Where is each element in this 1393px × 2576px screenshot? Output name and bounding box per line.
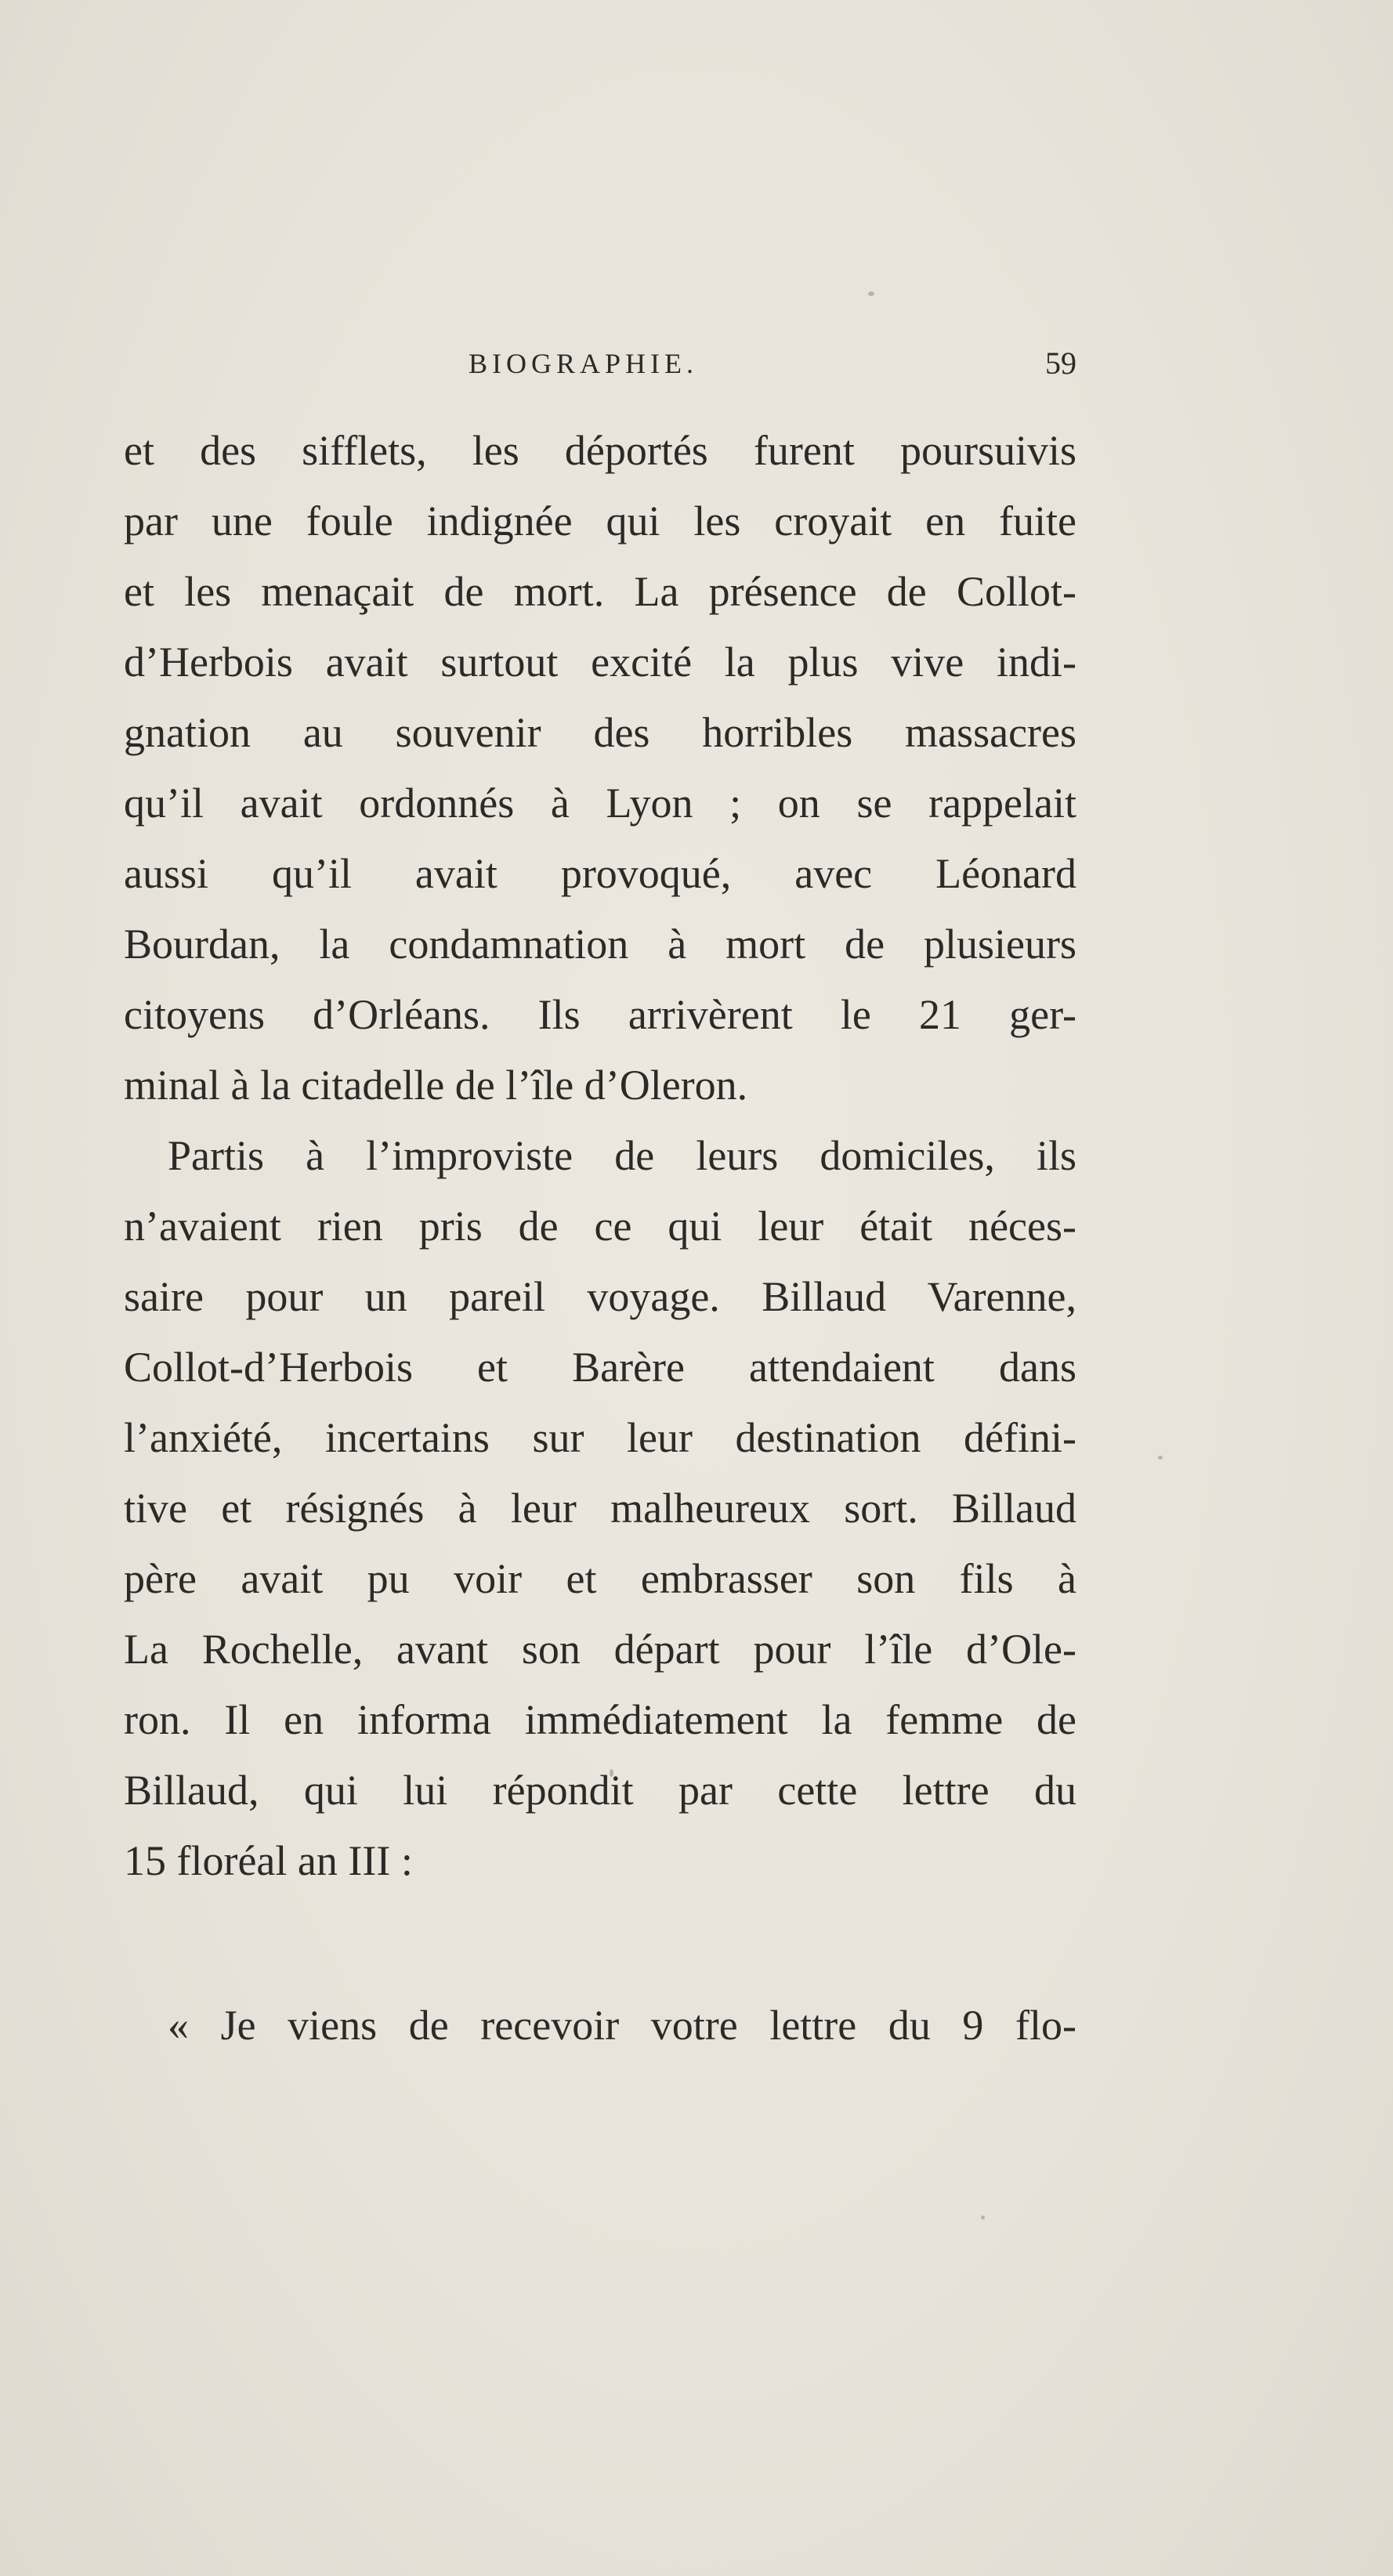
- text-line: 15 floréal an III :: [124, 1837, 413, 1884]
- quoted-letter: [124, 1990, 1076, 2060]
- text-line: l’anxiété, incertains sur leur destination défini-: [124, 1414, 1076, 1461]
- text-line: citoyens d’Orléans. Ils arrivèrent le 21 ger-: [124, 991, 1076, 1038]
- paper-speck: [1158, 1456, 1163, 1460]
- text-line: La Rochelle, avant son départ pour l’île d’Ole-: [124, 1626, 1076, 1673]
- text-line: et des sifflets, les déportés furent poursuivis: [124, 427, 1076, 474]
- text-line: par une foule indignée qui les croyait en fuite: [124, 497, 1076, 545]
- text-line: gnation au souvenir des horribles massacres: [124, 709, 1076, 756]
- text-line: tive et résignés à leur malheureux sort. Billaud: [124, 1485, 1076, 1532]
- text-line: minal à la citadelle de l’île d’Oleron.: [124, 1062, 748, 1109]
- text-line: d’Herbois avait surtout excité la plus vive indi-: [124, 639, 1076, 686]
- text-line: père avait pu voir et embrasser son fils à: [124, 1555, 1076, 1602]
- paper-speck: [868, 291, 874, 296]
- running-head: BIOGRAPHIE.: [469, 348, 699, 379]
- text-line: « Je viens de recevoir votre lettre du 9 flo-: [168, 2002, 1076, 2049]
- paper-speck: [981, 2216, 985, 2220]
- text-line: Collot-d’Herbois et Barère attendaient dans: [124, 1344, 1076, 1391]
- page-number: 59: [1045, 346, 1076, 381]
- body-text: [124, 415, 1076, 2060]
- text-line: aussi qu’il avait provoqué, avec Léonard: [124, 850, 1076, 897]
- text-line: qu’il avait ordonnés à Lyon ; on se rappelait: [124, 780, 1076, 827]
- text-line: Bourdan, la condamnation à mort de plusieurs: [124, 921, 1076, 968]
- text-line: n’avaient rien pris de ce qui leur était néces-: [124, 1203, 1076, 1250]
- text-line: Partis à l’improviste de leurs domiciles, ils: [168, 1132, 1076, 1179]
- page-header: [124, 340, 1076, 387]
- text-line: ron. Il en informa immédiatement la femme de: [124, 1696, 1076, 1743]
- text-line: saire pour un pareil voyage. Billaud Varenne,: [124, 1273, 1076, 1320]
- text-line: et les menaçait de mort. La présence de Collot-: [124, 568, 1076, 615]
- paragraph: [124, 415, 1076, 1120]
- paragraph: [124, 1120, 1076, 1896]
- paragraph-gap: [124, 1896, 1076, 1990]
- text-line: Billaud, qui lui répondit par cette lettre du: [124, 1767, 1076, 1814]
